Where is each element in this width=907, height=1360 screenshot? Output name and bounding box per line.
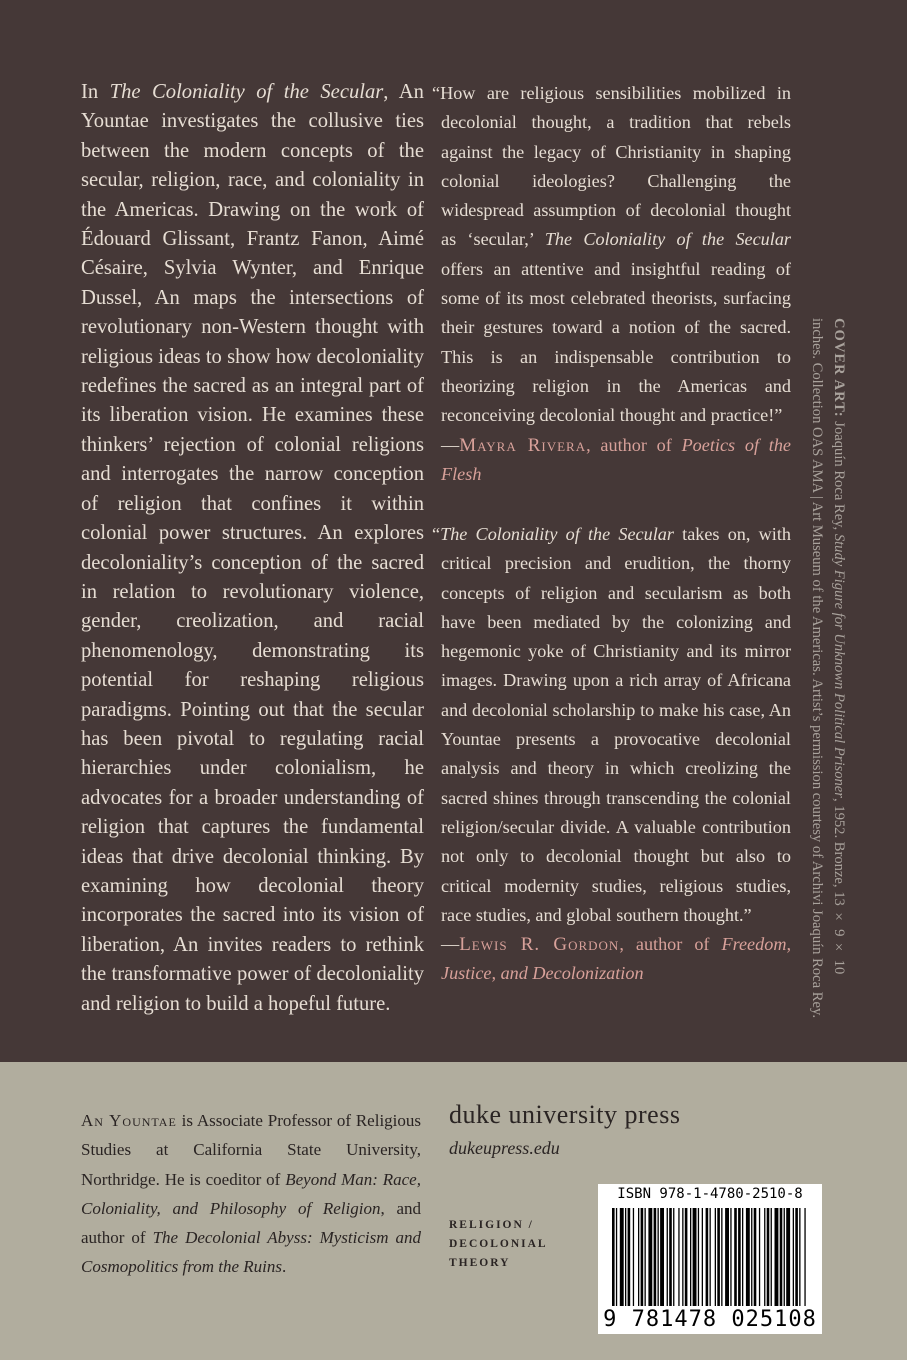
barcode-bar bbox=[738, 1208, 741, 1306]
barcode-bar bbox=[799, 1208, 800, 1306]
barcode-bar bbox=[645, 1208, 646, 1306]
isbn-barcode bbox=[598, 1184, 822, 1334]
barcode-bar bbox=[734, 1208, 737, 1306]
blurb-author-name: Lewis R. Gordon bbox=[459, 934, 620, 956]
publisher-website: dukeupress.edu bbox=[449, 1138, 560, 1158]
barcode-bar bbox=[725, 1208, 729, 1306]
isbn-label: ISBN 978-1-4780-2510-8 bbox=[617, 1186, 803, 1202]
barcode-bar bbox=[690, 1208, 691, 1306]
barcode-bar bbox=[660, 1208, 664, 1306]
barcode-bar bbox=[654, 1208, 657, 1306]
barcode-bar bbox=[698, 1208, 699, 1306]
barcode-bar bbox=[775, 1208, 779, 1306]
author-book: The Decolonial Abyss: Mysticism and Cosmopolitics from the Ruins bbox=[81, 1228, 422, 1277]
barcode-bar bbox=[616, 1208, 617, 1306]
description-text: , An Yountae investigates the collusive ties between the modern concepts of the secular, religion, race, and coloniality in the Americas. Drawing on the work of Édouard Glissant, Frantz Fanon, Aimé Césaire, Sylvia Wynter, and Enrique Dussel, An maps the intersections of revolutionary non-Western thought with religious ideas to show how decoloniality redefines the sacred as an integral part of its liberation vision. He examines these thinkers’ rejection of colonial religions and interrogates the narrow conception of religion that confines it within colonial power structures. An explores decoloniality’s conception of the sacred in relation to revolutionary violence, gender, creolization, and racial phenomenology, demonstrating its potential for reshaping religious paradigms. Pointing out that the secular has been pivotal to regulating racial hierarchies under colonialism, he advocates for a broader understanding of religion that captures the fundamental ideas that drive decolonial thinking. By examining how decolonial theory incorporates the sacred into its vision of liberation, An invites readers to rethink the transformative power of decoloniality and religion to build a hopeful future. bbox=[81, 81, 424, 1015]
blurb-rivera bbox=[432, 79, 791, 489]
barcode-bar bbox=[751, 1208, 752, 1306]
cover-art-work: Study Figure for Unknown Political Prisoner bbox=[831, 533, 847, 798]
barcode-bar bbox=[804, 1208, 805, 1306]
barcode-bar bbox=[784, 1208, 785, 1306]
barcode-bar bbox=[793, 1208, 794, 1306]
blurb-text: takes on, with critical precision and erudition, the thorny concepts of religion and secularism as both have been mediated by the colonizing and hegemonic yoke of Christianity and its mirror images. Drawing upon a rich array of Africana and decolonial scholarship to make his case, An Yountae presents a provocative decolonial analysis and theory in which creolizing the sacred shines through transcending the colonial religion/secular divide. A valuable contribution not only to decolonial thought but also to critical modernity studies, religious studies, race studies, and global southern thought.” bbox=[441, 524, 791, 925]
barcode-bar bbox=[685, 1208, 688, 1306]
publisher-name: duke university press bbox=[449, 1100, 681, 1129]
barcode-bar bbox=[767, 1208, 770, 1306]
barcode-bar bbox=[682, 1208, 683, 1306]
barcode-bar bbox=[730, 1208, 731, 1306]
blurb-author-name: Mayra Rivera bbox=[459, 434, 587, 456]
barcode-bar bbox=[706, 1208, 709, 1306]
barcode-bar bbox=[633, 1208, 634, 1306]
barcode-bar bbox=[638, 1208, 639, 1306]
barcode-bar bbox=[641, 1208, 644, 1306]
author-name: An Yountae bbox=[81, 1111, 177, 1130]
blurb-attribution: —Mayra Rivera, author of Poetics of the Flesh bbox=[441, 434, 791, 484]
author-bio: An Yountae is Associate Professor of Religious Studies at California State University, Northridge. He is coeditor of Beyond Man: Race, Coloniality, and Philosophy of Religion, and author of The Decolonial Abyss: Mysticism and Cosmopolitics from the Ruins. bbox=[81, 1111, 422, 1277]
barcode-bar bbox=[710, 1208, 711, 1306]
barcode-bar bbox=[759, 1208, 760, 1306]
cover-art-credit: COVER ART: Joaquín Roca Rey, Study Figure for Unknown Political Prisoner, 1952. Bronze, 13 × 9 × 10 inches. Collection OAS AMA | Art Museum of the Americas. Artist’s permission courtesy of Archivi Joaquín Roca Rey. bbox=[809, 318, 847, 1018]
blurb-attribution: —Lewis R. Gordon, author of Freedom, Justice, and Decolonization bbox=[441, 934, 791, 984]
subject-category: RELIGION / DECOLONIAL THEORY bbox=[449, 1219, 548, 1269]
blurb-gordon: “The Coloniality of the Secular takes on, with critical precision and erudition, the thorny concepts of religion and secularism as both have been mediated by the colonizing and hegemonic yoke of Christianity and its mirror images. Drawing upon a rich array of Africana and decolonial scholarship to make his case, An Yountae presents a provocative decolonial analysis and theory in which creolizing the sacred shines through transcending the colonial religion/secular divide. A valuable contribution not only to decolonial thought but also to critical modernity studies, religious studies, race studies, and global southern thought.” —Lewis R. Gordon, author of Freedom, Justice, and Decolonization bbox=[432, 524, 791, 984]
barcode-bar bbox=[693, 1208, 697, 1306]
barcode-bar bbox=[669, 1208, 672, 1306]
barcode-bar bbox=[667, 1208, 668, 1306]
author-book: Beyond Man: Race, Coloniality, and Philosophy of Religion bbox=[81, 1169, 421, 1218]
blurb-text: “How are religious sensibilities mobilized in decolonial thought, a tradition that rebels against the legacy of Christianity in shaping colonial ideologies? Challenging the widespread assumption of decolonial thought as ‘secular,’ bbox=[432, 83, 791, 250]
book-title: The Coloniality of the Secular bbox=[440, 524, 674, 544]
barcode-bar bbox=[612, 1208, 615, 1306]
barcode-bar bbox=[658, 1208, 659, 1306]
book-description bbox=[81, 78, 424, 1019]
description-text: In bbox=[81, 81, 110, 103]
barcode-bar bbox=[764, 1208, 765, 1306]
barcode-bar bbox=[795, 1208, 798, 1306]
barcode-bar bbox=[717, 1208, 720, 1306]
barcode-bar bbox=[742, 1208, 743, 1306]
barcode-icon bbox=[612, 1208, 808, 1306]
barcode-bar bbox=[620, 1208, 624, 1306]
barcode-digits: 9 781478 025108 bbox=[603, 1307, 817, 1332]
barcode-bar bbox=[746, 1208, 750, 1306]
barcode-bar bbox=[625, 1208, 626, 1306]
barcode-bar bbox=[702, 1208, 703, 1306]
barcode-bar bbox=[628, 1208, 631, 1306]
book-title: The Coloniality of the Secular bbox=[109, 81, 384, 103]
cover-art-label: COVER ART: bbox=[831, 318, 847, 418]
book-title: The Coloniality of the Secular bbox=[544, 229, 791, 250]
barcode-bar bbox=[721, 1208, 722, 1306]
blurb-text: offers an attentive and insightful reading of some of its most celebrated theorists, surfacing their gestures toward a notion of the sacred. This is an indispensable contribution to theorizing religion in the Americas and reconceiving decolonial thought and practice!” bbox=[441, 258, 791, 426]
barcode-bar bbox=[780, 1208, 783, 1306]
barcode-bar bbox=[715, 1208, 716, 1306]
barcode-bar bbox=[673, 1208, 674, 1306]
barcode-bar bbox=[754, 1208, 757, 1306]
blurb-author-book: Freedom, Justice, and Decolonization bbox=[441, 934, 791, 984]
barcode-bar bbox=[678, 1208, 679, 1306]
barcode-bar bbox=[771, 1208, 772, 1306]
barcode-bar bbox=[786, 1208, 790, 1306]
blurb-author-book: Poetics of the Flesh bbox=[441, 434, 791, 484]
barcode-bar bbox=[648, 1208, 652, 1306]
